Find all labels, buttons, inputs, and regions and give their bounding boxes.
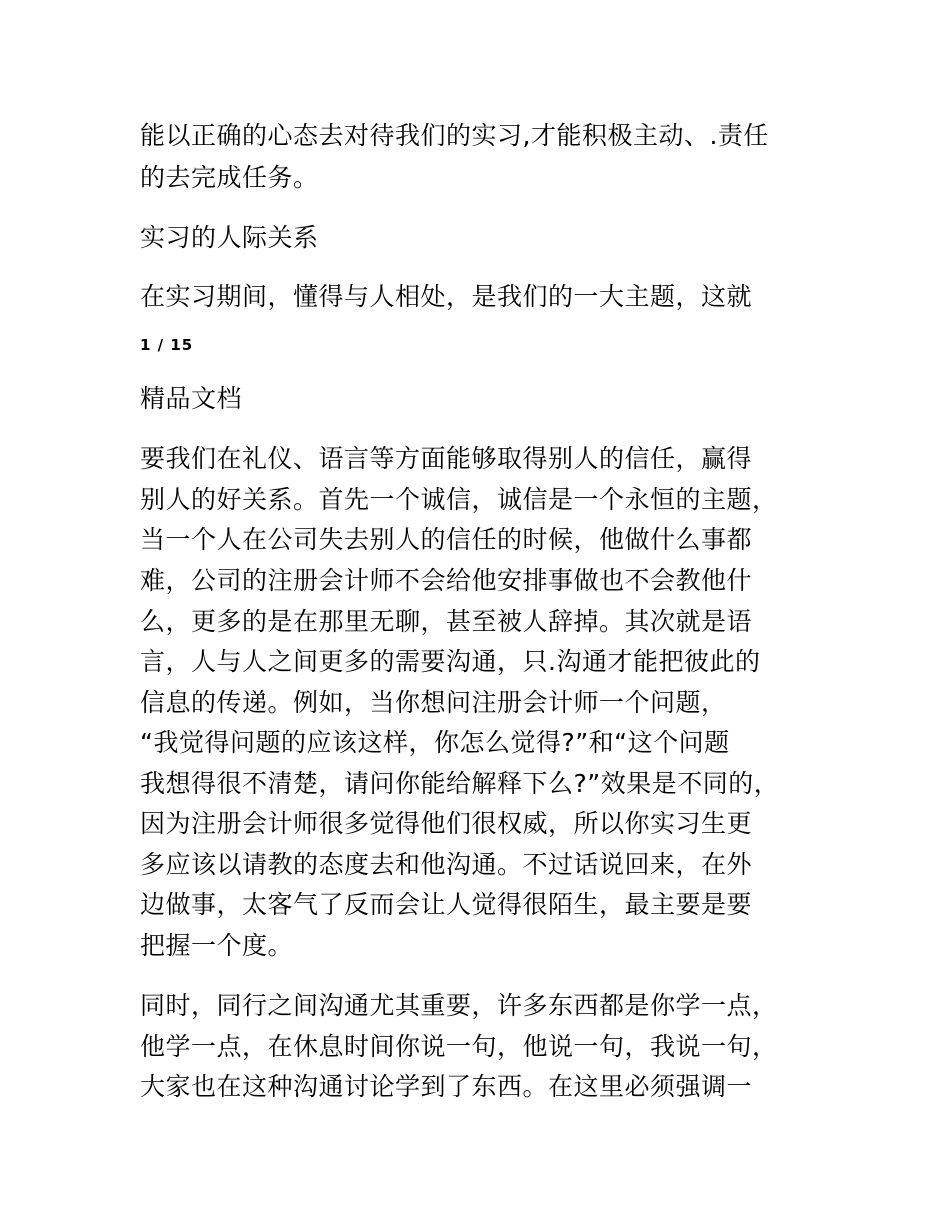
text-line: 言，人与人之间更多的需要沟通，只.沟通才能把彼此的 xyxy=(140,647,761,676)
text-line: 我想得很不清楚，请问你能给解释下么?”效果是不同的， xyxy=(140,769,780,798)
text-line: 么，更多的是在那里无聊，甚至被人辞掉。其次就是语 xyxy=(140,607,753,636)
text-line: 当一个人在公司失去别人的信任的时候，他做什么事都 xyxy=(140,525,753,554)
text-line: 在实习期间，懂得与人相处，是我们的一大主题，这就 xyxy=(140,282,753,311)
text-line: 信息的传递。例如，当你想问注册会计师一个问题， xyxy=(140,688,727,717)
section-heading: 实习的人际关系 xyxy=(140,223,319,252)
text-line: 别人的好关系。首先一个诚信，诚信是一个永恒的主题， xyxy=(140,485,778,514)
page-number: 1 / 15 xyxy=(140,336,194,354)
text-line: 能以正确的心态去对待我们的实习,才能积极主动、.责任 xyxy=(140,121,769,150)
text-line: 把握一个度。 xyxy=(140,931,294,960)
text-line: 的去完成任务。 xyxy=(140,163,319,192)
text-line: 要我们在礼仪、语言等方面能够取得别人的信任，赢得 xyxy=(140,444,753,473)
text-line: “我觉得问题的应该这样，你怎么觉得?”和“这个问题 xyxy=(140,728,730,757)
text-line: 难，公司的注册会计师不会给他安排事做也不会教他什 xyxy=(140,566,753,595)
text-line: 同时，同行之间沟通尤其重要，许多东西都是你学一点， xyxy=(140,991,778,1020)
text-line: 因为注册会计师很多觉得他们很权威，所以你实习生更 xyxy=(140,809,753,838)
text-line: 边做事，太客气了反而会让人觉得很陌生，最主要是要 xyxy=(140,890,753,919)
text-line: 多应该以请教的态度去和他沟通。不过话说回来，在外 xyxy=(140,850,753,879)
text-line: 大家也在这种沟通讨论学到了东西。在这里必须强调一 xyxy=(140,1072,753,1101)
page-header: 精品文档 xyxy=(140,384,243,413)
text-line: 他学一点，在休息时间你说一句，他说一句，我说一句， xyxy=(140,1032,778,1061)
